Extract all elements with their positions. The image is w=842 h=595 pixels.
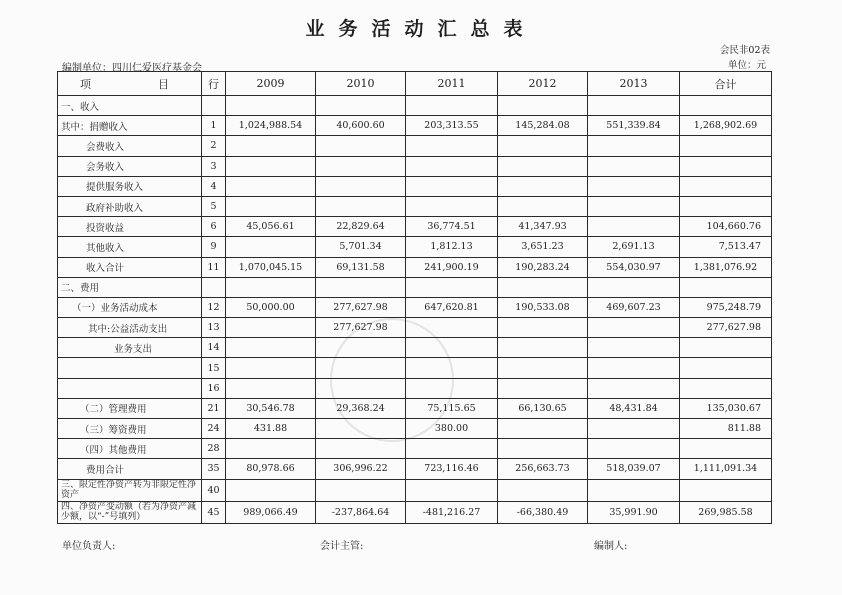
value-cell: 469,607.23 <box>588 297 680 317</box>
value-cell: 647,620.81 <box>406 297 498 317</box>
value-cell <box>316 196 406 216</box>
row-label <box>58 378 202 398</box>
value-cell <box>498 419 588 439</box>
total-cell <box>680 277 772 297</box>
value-cell: 40,600.60 <box>316 116 406 136</box>
table-row <box>58 501 772 523</box>
value-cell <box>406 96 498 116</box>
total-cell <box>680 136 772 156</box>
table-row <box>58 257 772 277</box>
table-row <box>58 297 772 317</box>
row-line-number: 12 <box>202 297 226 317</box>
value-cell <box>406 479 498 501</box>
header-line: 行 <box>202 72 226 96</box>
row-line-number: 2 <box>202 136 226 156</box>
header-year: 2012 <box>498 72 588 96</box>
table-row <box>58 217 772 237</box>
row-line-number: 1 <box>202 116 226 136</box>
value-cell <box>316 338 406 358</box>
row-line-number: 21 <box>202 398 226 418</box>
table-row <box>58 378 772 398</box>
value-cell <box>498 338 588 358</box>
value-cell <box>588 156 680 176</box>
value-cell <box>226 277 316 297</box>
row-label: 四、净资产变动额（若为净资产减少额，以“-”号填列） <box>58 501 202 523</box>
value-cell: 203,313.55 <box>406 116 498 136</box>
table-row <box>58 479 772 501</box>
value-cell: 80,978.66 <box>226 459 316 479</box>
total-cell: 1,381,076.92 <box>680 257 772 277</box>
table-header-row <box>58 72 772 96</box>
row-line-number: 16 <box>202 378 226 398</box>
header-item: 项 目 <box>58 72 202 96</box>
value-cell <box>498 318 588 338</box>
table-row <box>58 358 772 378</box>
value-cell: 256,663.73 <box>498 459 588 479</box>
value-cell: 30,546.78 <box>226 398 316 418</box>
table-row <box>58 318 772 338</box>
value-cell: 989,066.49 <box>226 501 316 523</box>
value-cell <box>226 358 316 378</box>
total-cell: 1,111,091.34 <box>680 459 772 479</box>
value-cell <box>406 378 498 398</box>
value-cell <box>226 176 316 196</box>
row-label: 其中:公益活动支出 <box>58 318 202 338</box>
total-cell <box>680 439 772 459</box>
value-cell <box>498 358 588 378</box>
value-cell <box>498 96 588 116</box>
value-cell <box>588 439 680 459</box>
value-cell: -66,380.49 <box>498 501 588 523</box>
value-cell <box>406 196 498 216</box>
value-cell: 50,000.00 <box>226 297 316 317</box>
total-cell: 104,660.76 <box>680 217 772 237</box>
value-cell: 35,991.90 <box>588 501 680 523</box>
value-cell <box>588 378 680 398</box>
value-cell <box>588 338 680 358</box>
value-cell <box>226 96 316 116</box>
row-label: 会务收入 <box>58 156 202 176</box>
value-cell <box>316 277 406 297</box>
table-row <box>58 459 772 479</box>
row-label: 其中：捐赠收入 <box>58 116 202 136</box>
value-cell: 190,533.08 <box>498 297 588 317</box>
value-cell <box>226 237 316 257</box>
value-cell <box>226 378 316 398</box>
value-cell <box>406 136 498 156</box>
value-cell <box>406 338 498 358</box>
total-cell <box>680 96 772 116</box>
value-cell: 306,996.22 <box>316 459 406 479</box>
value-cell: 45,056.61 <box>226 217 316 237</box>
value-cell: 75,115.65 <box>406 398 498 418</box>
currency-unit: 单位：元 <box>727 60 766 71</box>
value-cell: 2,691.13 <box>588 237 680 257</box>
value-cell <box>406 156 498 176</box>
table-row <box>58 398 772 418</box>
value-cell: 554,030.97 <box>588 257 680 277</box>
value-cell <box>226 338 316 358</box>
value-cell <box>406 439 498 459</box>
value-cell <box>498 156 588 176</box>
value-cell: 41,347.93 <box>498 217 588 237</box>
row-line-number: 13 <box>202 318 226 338</box>
row-line-number <box>202 277 226 297</box>
value-cell <box>498 136 588 156</box>
value-cell <box>406 277 498 297</box>
value-cell <box>406 318 498 338</box>
row-line-number: 14 <box>202 338 226 358</box>
row-line-number: 3 <box>202 156 226 176</box>
row-line-number <box>202 96 226 116</box>
value-cell <box>588 176 680 196</box>
row-line-number: 4 <box>202 176 226 196</box>
total-cell: 135,030.67 <box>680 398 772 418</box>
row-label: 提供服务收入 <box>58 176 202 196</box>
value-cell: 518,039.07 <box>588 459 680 479</box>
value-cell: 69,131.58 <box>316 257 406 277</box>
row-label <box>58 358 202 378</box>
value-cell: 1,812.13 <box>406 237 498 257</box>
value-cell <box>498 378 588 398</box>
total-cell: 1,268,902.69 <box>680 116 772 136</box>
total-cell <box>680 479 772 501</box>
row-label: 收入合计 <box>58 257 202 277</box>
value-cell: 277,627.98 <box>316 318 406 338</box>
value-cell <box>588 217 680 237</box>
value-cell <box>588 196 680 216</box>
table-row <box>58 196 772 216</box>
row-line-number: 6 <box>202 217 226 237</box>
organization-label: 编制单位：四川仁爱医疗基金会 <box>62 63 202 74</box>
row-label: 业务支出 <box>58 338 202 358</box>
unit-head-label: 单位负责人: <box>62 541 116 552</box>
value-cell: 145,284.08 <box>498 116 588 136</box>
value-cell <box>316 479 406 501</box>
row-line-number: 40 <box>202 479 226 501</box>
row-line-number: 11 <box>202 257 226 277</box>
value-cell: 3,651.23 <box>498 237 588 257</box>
total-cell: 975,248.79 <box>680 297 772 317</box>
value-cell <box>316 156 406 176</box>
value-cell <box>226 156 316 176</box>
row-label: （四）其他费用 <box>58 439 202 459</box>
table-row <box>58 237 772 257</box>
value-cell <box>226 196 316 216</box>
value-cell <box>588 479 680 501</box>
row-line-number: 5 <box>202 196 226 216</box>
value-cell: 723,116.46 <box>406 459 498 479</box>
value-cell: 1,024,988.54 <box>226 116 316 136</box>
row-label: 一、收入 <box>58 96 202 116</box>
total-cell <box>680 338 772 358</box>
header-year: 2013 <box>588 72 680 96</box>
value-cell: 66,130.65 <box>498 398 588 418</box>
value-cell: 5,701.34 <box>316 237 406 257</box>
table-row <box>58 419 772 439</box>
table-row <box>58 136 772 156</box>
value-cell: 48,431.84 <box>588 398 680 418</box>
value-cell <box>498 439 588 459</box>
value-cell <box>498 196 588 216</box>
value-cell <box>316 378 406 398</box>
value-cell: 1,070,045.15 <box>226 257 316 277</box>
value-cell <box>316 419 406 439</box>
preparer-label: 编制人: <box>594 541 628 552</box>
value-cell <box>226 439 316 459</box>
value-cell <box>498 479 588 501</box>
value-cell <box>498 176 588 196</box>
accounting-supervisor-label: 会计主管: <box>320 541 364 552</box>
value-cell <box>316 358 406 378</box>
value-cell <box>316 439 406 459</box>
value-cell <box>588 318 680 338</box>
value-cell: 22,829.64 <box>316 217 406 237</box>
total-cell: 811.88 <box>680 419 772 439</box>
value-cell <box>226 318 316 338</box>
value-cell <box>588 358 680 378</box>
row-label: 二、费用 <box>58 277 202 297</box>
form-code: 会民非02表 <box>719 45 770 56</box>
value-cell <box>226 136 316 156</box>
value-cell <box>226 479 316 501</box>
value-cell <box>406 176 498 196</box>
row-label: 三、限定性净资产转为非限定性净资产 <box>58 479 202 501</box>
value-cell <box>588 277 680 297</box>
header-year: 2011 <box>406 72 498 96</box>
row-label: 会费收入 <box>58 136 202 156</box>
value-cell: -481,216.27 <box>406 501 498 523</box>
row-label: 费用合计 <box>58 459 202 479</box>
row-line-number: 24 <box>202 419 226 439</box>
value-cell <box>498 277 588 297</box>
row-label: 投资收益 <box>58 217 202 237</box>
value-cell <box>316 96 406 116</box>
total-cell <box>680 196 772 216</box>
value-cell: 380.00 <box>406 419 498 439</box>
row-line-number: 15 <box>202 358 226 378</box>
row-line-number: 28 <box>202 439 226 459</box>
value-cell <box>588 96 680 116</box>
table-row <box>58 96 772 116</box>
row-label: （三）筹资费用 <box>58 419 202 439</box>
value-cell: 277,627.98 <box>316 297 406 317</box>
row-label: 其他收入 <box>58 237 202 257</box>
value-cell: 241,900.19 <box>406 257 498 277</box>
table-row <box>58 156 772 176</box>
value-cell <box>316 136 406 156</box>
table-row <box>58 277 772 297</box>
report-title: 业务活动汇总表 <box>305 18 537 40</box>
value-cell <box>316 176 406 196</box>
row-line-number: 35 <box>202 459 226 479</box>
value-cell: 551,339.84 <box>588 116 680 136</box>
table-row <box>58 116 772 136</box>
value-cell <box>588 419 680 439</box>
value-cell <box>588 136 680 156</box>
value-cell: 431.88 <box>226 419 316 439</box>
header-year: 2009 <box>226 72 316 96</box>
value-cell: 36,774.51 <box>406 217 498 237</box>
value-cell: 190,283.24 <box>498 257 588 277</box>
value-cell: 29,368.24 <box>316 398 406 418</box>
value-cell: -237,864.64 <box>316 501 406 523</box>
total-cell <box>680 176 772 196</box>
row-line-number: 45 <box>202 501 226 523</box>
total-cell <box>680 378 772 398</box>
total-cell <box>680 156 772 176</box>
row-line-number: 9 <box>202 237 226 257</box>
row-label: （一）业务活动成本 <box>58 297 202 317</box>
header-total: 合计 <box>680 72 772 96</box>
total-cell: 269,985.58 <box>680 501 772 523</box>
total-cell: 277,627.98 <box>680 318 772 338</box>
row-label: 政府补助收入 <box>58 196 202 216</box>
total-cell <box>680 358 772 378</box>
header-year: 2010 <box>316 72 406 96</box>
table-row <box>58 439 772 459</box>
value-cell <box>406 358 498 378</box>
activity-summary-table <box>57 71 772 524</box>
table-row <box>58 338 772 358</box>
row-label: （二）管理费用 <box>58 398 202 418</box>
table-row <box>58 176 772 196</box>
total-cell: 7,513.47 <box>680 237 772 257</box>
